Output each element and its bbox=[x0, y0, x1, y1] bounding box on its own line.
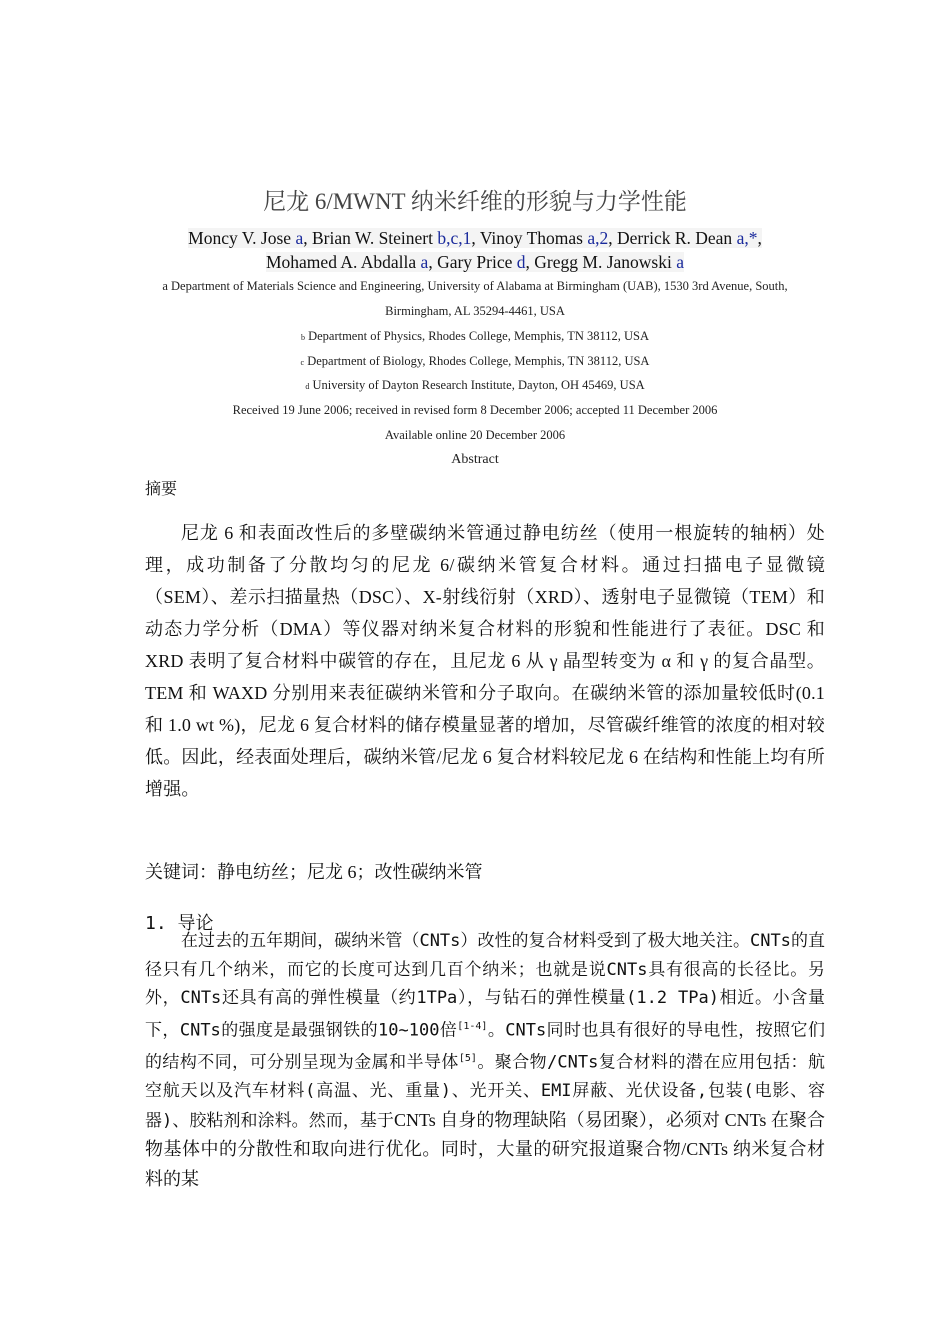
affiliation-text: Department of Physics, Rhodes College, Memphis, TN 38112, USA bbox=[308, 329, 650, 343]
author-list-2 bbox=[266, 252, 684, 272]
available-online: Available online 20 December 2006 bbox=[384, 428, 566, 442]
paper-title: 尼龙 6/MWNT 纳米纤维的形貌与力学性能 bbox=[263, 189, 687, 214]
author-line-1 bbox=[0, 226, 950, 250]
intro-text: 在过去的五年期间，碳纳米管（CNTs）改性的复合材料受到了极大地关注。CNTs的直径只有几个纳米，而它的长度可达到几百个纳米；也就是说CNTs具有很高的长径比。另外，CNTs还具有高的弹性模量（约1TPa），与钻石的弹性模量(1.2 TPa)相近。小含量下，CNTs的强度是最强钢铁的10~100倍 bbox=[145, 931, 825, 1041]
affiliation-mark: b bbox=[300, 333, 305, 342]
citation: [1-4] bbox=[457, 1020, 488, 1032]
citation: [5] bbox=[458, 1053, 477, 1065]
author-list-1 bbox=[188, 228, 762, 248]
author-line-2 bbox=[0, 250, 950, 274]
affiliation-c bbox=[150, 349, 800, 375]
section-heading: 1. 导论 bbox=[145, 913, 214, 934]
author-affiliation-mark: b,c,1 bbox=[437, 228, 472, 248]
intro-text: CNTs 自身的物理缺陷（易团聚），必须对 CNTs 在聚合物基体中的分散性和取向进行优化。同时，大量的研究报道聚合物/CNTs 纳米复合材料的某 bbox=[145, 1109, 826, 1190]
introduction-paragraph bbox=[145, 927, 825, 1195]
affiliation-text: University of Dayton Research Institute, Dayton, OH 45469, USA bbox=[312, 378, 645, 392]
author-name: , Gary Price bbox=[428, 252, 517, 272]
abstract-label: Abstract bbox=[451, 452, 499, 467]
author-name: Mohamed A. Abdalla bbox=[265, 252, 421, 272]
affiliation-text: Department of Biology, Rhodes College, Memphis, TN 38112, USA bbox=[307, 354, 650, 368]
affiliation-a: a Department of Materials Science and Engineering, University of Alabama at Birmingham (UAB), 1530 3rd Avenue, South, Birmingham, AL 35294-4461, USA bbox=[162, 279, 788, 318]
author-name: , Gregg M. Janowski bbox=[525, 252, 677, 272]
author-name: , Brian W. Steinert bbox=[303, 228, 438, 248]
affiliation-mark: d bbox=[305, 382, 310, 391]
intro-text: 。聚合物/CNTs复合材料的潜在应用包括：航空航天以及汽车材料(高温、光、重量)、光开关、EMI屏蔽、光伏设备,包装(电影、容器)、胶粘剂和涂料。然而，基于 bbox=[145, 1052, 825, 1131]
author-name: , Derrick R. Dean bbox=[608, 228, 737, 248]
intro-text: 。CNTs同时也具有很好的导电性，按照它们的结构不同，可分别呈现为金属和半导体 bbox=[145, 1020, 825, 1073]
received-dates: Received 19 June 2006; received in revised form 8 December 2006; accepted 11 December 2006 bbox=[232, 403, 718, 417]
affiliation-b bbox=[150, 324, 800, 350]
author-name: , bbox=[757, 228, 762, 248]
author-affiliation-mark: a bbox=[420, 252, 429, 272]
abstract-body: 尼龙 6 和表面改性后的多壁碳纳米管通过静电纺丝（使用一根旋转的轴柄）处理，成功制备了分散均匀的尼龙 6/碳纳米管复合材料。通过扫描电子显微镜（SEM）、差示扫描量热（DSC）、X-射线衍射（XRD）、透射电子显微镜（TEM）和动态力学分析（DMA）等仪器对纳米复合材料的形貌和性能进行了表征。DSC 和 XRD 表明了复合材料中碳管的存在，且尼龙 6 从 γ 晶型转变为 α 和 γ 的复合晶型。TEM 和 WAXD 分别用来表征碳纳米管和分子取向。在碳纳米管的添加量较低时(0.1 和 1.0 wt %)，尼龙 6 复合材料的储存模量显著的增加，尽管碳纤维管的浓度的相对较低。因此，经表面处理后，碳纳米管/尼龙 6 复合材料较尼龙 6 在结构和性能上均有所增强。 bbox=[145, 523, 825, 799]
abstract-heading-zh: 摘要 bbox=[145, 481, 178, 498]
author-affiliation-mark: a,2 bbox=[587, 228, 609, 248]
author-affiliation-mark: a,* bbox=[736, 228, 758, 248]
author-name: Moncy V. Jose bbox=[188, 228, 296, 248]
keywords: 关键词：静电纺丝；尼龙 6；改性碳纳米管 bbox=[145, 862, 483, 882]
author-affiliation-mark: d bbox=[516, 252, 526, 272]
author-name: , Vinoy Thomas bbox=[471, 228, 588, 248]
affiliation-d bbox=[150, 373, 800, 399]
author-affiliation-mark: a bbox=[676, 252, 684, 272]
affiliation-mark: c bbox=[300, 358, 305, 367]
author-affiliation-mark: a bbox=[295, 228, 304, 248]
